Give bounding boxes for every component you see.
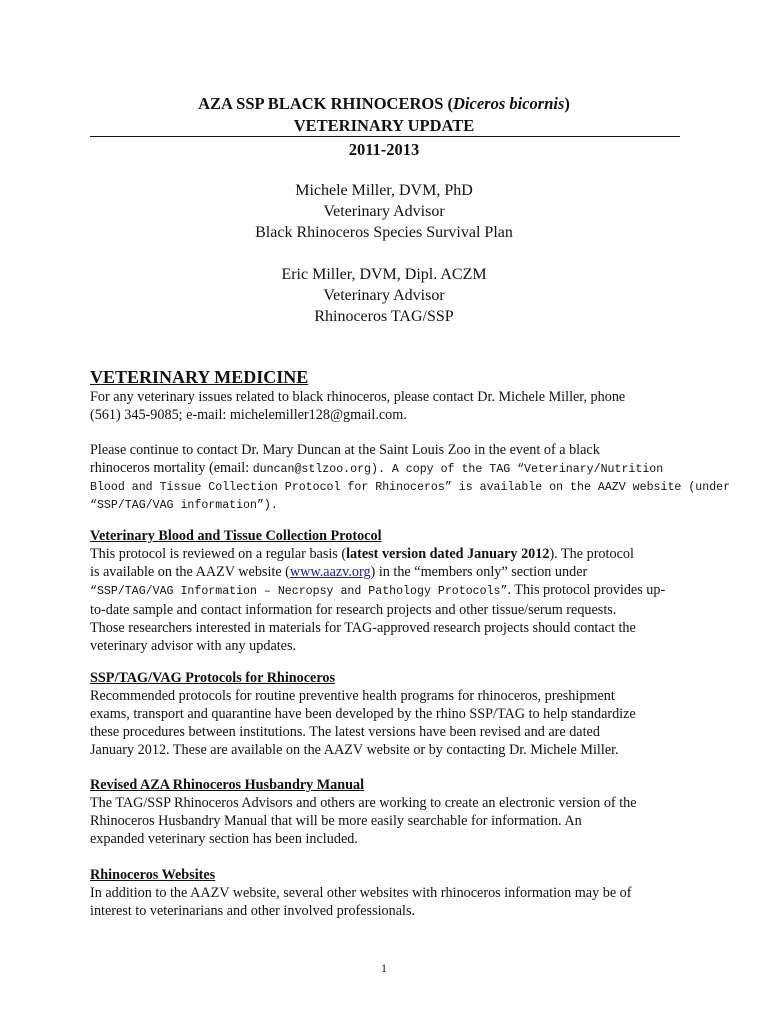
mortality-paragraph <box>90 441 731 515</box>
text-run: “SSP/TAG/VAG Information – Necropsy and Pathology Protocols” <box>90 585 508 598</box>
text-line: expanded veterinary section has been included. <box>90 831 358 847</box>
document-title <box>0 93 768 115</box>
text-line <box>90 563 680 581</box>
emphasis: latest version dated January 2012 <box>346 546 550 562</box>
document-subtitle: VETERINARY UPDATE <box>293 116 475 135</box>
text-line: veterinary advisor with any updates. <box>90 638 297 654</box>
subsection-heading: Veterinary Blood and Tissue Collection Protocol <box>90 528 382 544</box>
text-run: is available on the AAZV website ( <box>90 564 290 580</box>
text-line: Rhinoceros Husbandry Manual that will be more easily searchable for information. An <box>90 813 582 829</box>
section-heading: VETERINARY MEDICINE <box>90 367 309 387</box>
author-name: Eric Miller, DVM, Dipl. ACZM <box>281 266 487 283</box>
text-line: For any veterinary issues related to black rhinoceros, please contact Dr. Michele Miller, phone <box>90 389 626 405</box>
text-run: This protocol is reviewed on a regular basis ( <box>90 546 347 562</box>
text-line: “SSP/TAG/VAG information”). <box>90 499 278 512</box>
author-name: Michele Miller, DVM, PhD <box>295 182 473 199</box>
page-number: 1 <box>381 961 387 975</box>
title-rule <box>90 136 680 137</box>
text-line: exams, transport and quarantine have been developed by the rhino SSP/TAG to help standardize <box>90 706 636 722</box>
title-prefix: AZA SSP BLACK RHINOCEROS ( <box>198 94 453 113</box>
text-line: The TAG/SSP Rhinoceros Advisors and others are working to create an electronic version of the <box>90 795 637 811</box>
text-line: January 2012. These are available on the AAZV website or by contacting Dr. Michele Miller. <box>90 742 619 758</box>
document-date-range: 2011-2013 <box>348 140 420 159</box>
author-org: Black Rhinoceros Species Survival Plan <box>255 224 513 241</box>
websites-paragraph <box>90 884 680 920</box>
text-line: interest to veterinarians and other involved professionals. <box>90 903 416 919</box>
author-role: Veterinary Advisor <box>323 287 445 304</box>
text-line <box>90 581 680 601</box>
text-line: to-date sample and contact information for research projects and other tissue/serum requests. <box>90 602 617 618</box>
text-line <box>90 545 680 563</box>
protocols-paragraph <box>90 687 680 759</box>
text-line: these procedures between institutions. The latest versions have been revised and are dated <box>90 724 600 740</box>
text-line: Those researchers interested in materials for TAG-approved research projects should contact the <box>90 620 636 636</box>
species-name: Diceros bicornis <box>453 94 565 113</box>
text-line <box>90 459 680 479</box>
text-run: . This protocol provides up- <box>507 582 666 598</box>
subsection-heading: SSP/TAG/VAG Protocols for Rhinoceros <box>90 670 336 686</box>
text-line: In addition to the AAZV website, several other websites with rhinoceros information may be of <box>90 885 632 901</box>
text-line: Blood and Tissue Collection Protocol for Rhinoceros” is available on the AAZV website (under <box>90 481 731 494</box>
manual-paragraph <box>90 794 680 848</box>
text-run: ) in the “members only” section under <box>370 564 588 580</box>
author-role: Veterinary Advisor <box>323 203 445 220</box>
subsection-heading: Revised AZA Rhinoceros Husbandry Manual <box>90 777 365 793</box>
aazv-link[interactable]: www.aazv.org <box>289 564 371 580</box>
text-line: Please continue to contact Dr. Mary Duncan at the Saint Louis Zoo in the event of a black <box>90 442 600 458</box>
email-address: duncan@stlzoo.org <box>252 463 371 476</box>
subsection-heading: Rhinoceros Websites <box>90 867 216 883</box>
text-run: ). The protocol <box>549 546 634 562</box>
author-org: Rhinoceros TAG/SSP <box>314 308 454 325</box>
text-line: (561) 345-9085; e-mail: michelemiller128@gmail.com. <box>90 407 407 423</box>
blood-protocol-paragraph <box>90 545 680 655</box>
intro-paragraph <box>90 388 680 424</box>
text-run: rhinoceros mortality (email: <box>90 460 253 476</box>
text-run: ). A copy of the TAG “Veterinary/Nutrition <box>371 463 664 476</box>
text-line: Recommended protocols for routine preventive health programs for rhinoceros, preshipment <box>90 688 615 704</box>
title-suffix: ) <box>564 94 570 113</box>
